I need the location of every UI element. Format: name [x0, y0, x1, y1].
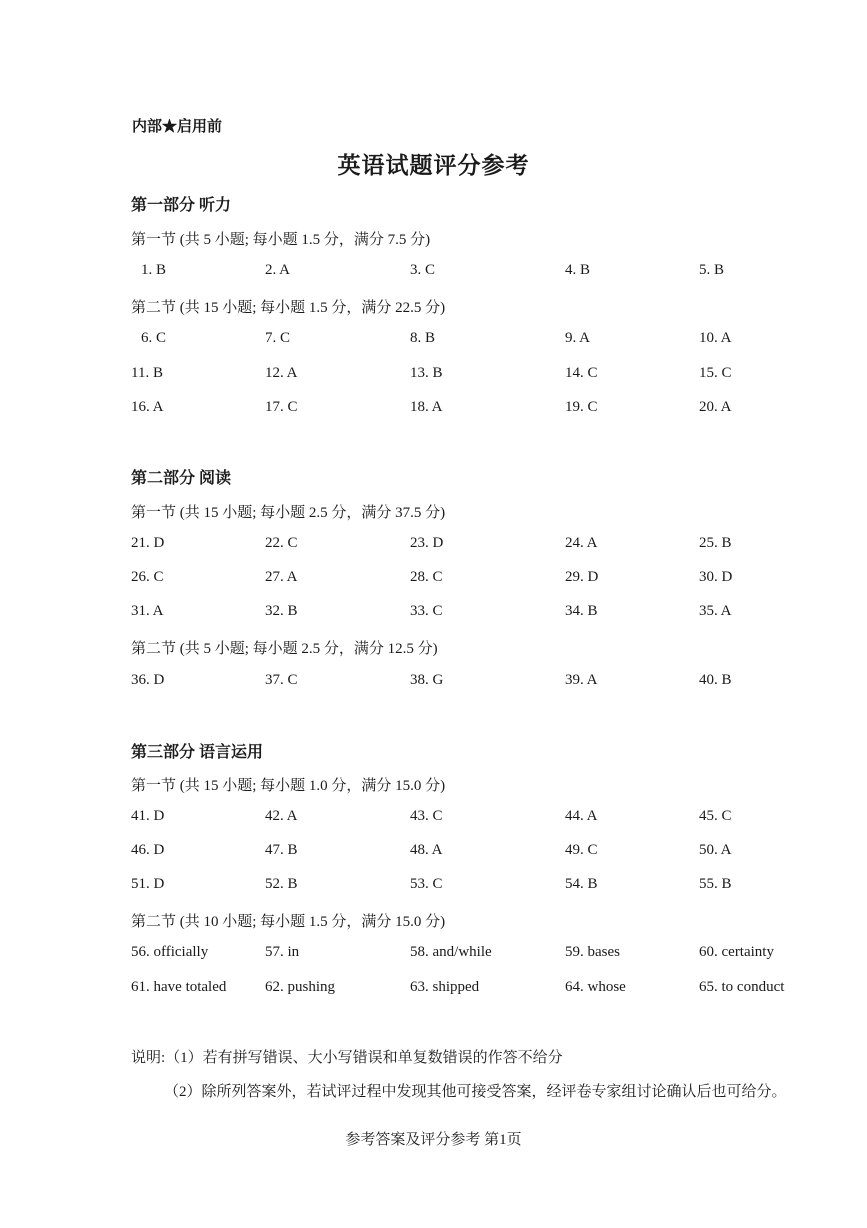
- note-line-1: 说明:（1）若有拼写错误、大小写错误和单复数错误的作答不给分: [131, 1050, 563, 1066]
- part1-section2-heading: 第二节 (共 15 小题; 每小题 1.5 分，满分 22.5 分): [131, 300, 446, 316]
- answer-item: 15. C: [699, 365, 732, 381]
- answer-item: 8. B: [410, 330, 436, 346]
- answer-item: 45. C: [699, 808, 732, 824]
- answer-item: 37. C: [265, 672, 298, 688]
- answer-item: 17. C: [265, 399, 298, 415]
- part1-section1-heading: 第一节 (共 5 小题; 每小题 1.5 分，满分 7.5 分): [131, 232, 431, 248]
- answer-item: 46. D: [131, 842, 165, 858]
- answer-item: 10. A: [699, 330, 732, 346]
- answer-item: 42. A: [265, 808, 298, 824]
- part2-section1-heading: 第一节 (共 15 小题; 每小题 2.5 分，满分 37.5 分): [131, 505, 446, 521]
- answer-item: 47. B: [265, 842, 298, 858]
- answer-item: 64. whose: [565, 979, 626, 995]
- note-line-2: （2）除所列答案外，若试评过程中发现其他可接受答案，经评卷专家组讨论确认后也可给分。: [164, 1084, 787, 1100]
- answer-item: 7. C: [265, 330, 291, 346]
- part3-section1-heading: 第一节 (共 15 小题; 每小题 1.0 分，满分 15.0 分): [131, 778, 446, 794]
- answer-item: 56. officially: [131, 944, 209, 960]
- answer-item: 55. B: [699, 876, 732, 892]
- answer-item: 25. B: [699, 535, 732, 551]
- answer-item: 27. A: [265, 569, 298, 585]
- answer-item: 16. A: [131, 399, 164, 415]
- answer-item: 44. A: [565, 808, 598, 824]
- answer-item: 19. C: [565, 399, 598, 415]
- answer-item: 3. C: [410, 262, 436, 278]
- part2-title: 第二部分 阅读: [131, 470, 232, 487]
- answer-item: 28. C: [410, 569, 443, 585]
- page-title: 英语试题评分参考: [337, 153, 530, 178]
- answer-item: 2. A: [265, 262, 291, 278]
- answer-item: 50. A: [699, 842, 732, 858]
- answer-item: 1. B: [141, 262, 167, 278]
- confidential-tag: 内部★启用前: [132, 119, 223, 135]
- answer-item: 33. C: [410, 603, 443, 619]
- answer-item: 41. D: [131, 808, 165, 824]
- answer-item: 9. A: [565, 330, 591, 346]
- part1-title: 第一部分 听力: [131, 197, 232, 214]
- answer-item: 52. B: [265, 876, 298, 892]
- answer-item: 18. A: [410, 399, 443, 415]
- answer-item: 51. D: [131, 876, 165, 892]
- answer-item: 31. A: [131, 603, 164, 619]
- answer-item: 60. certainty: [699, 944, 774, 960]
- answer-item: 5. B: [699, 262, 725, 278]
- answer-item: 36. D: [131, 672, 165, 688]
- answer-item: 22. C: [265, 535, 298, 551]
- answer-item: 61. have totaled: [131, 979, 227, 995]
- answer-item: 23. D: [410, 535, 444, 551]
- answer-item: 38. G: [410, 672, 444, 688]
- answer-item: 6. C: [141, 330, 167, 346]
- answer-item: 14. C: [565, 365, 598, 381]
- answer-item: 59. bases: [565, 944, 620, 960]
- answer-item: 32. B: [265, 603, 298, 619]
- answer-item: 57. in: [265, 944, 300, 960]
- answer-item: 24. A: [565, 535, 598, 551]
- answer-item: 35. A: [699, 603, 732, 619]
- answer-item: 48. A: [410, 842, 443, 858]
- answer-item: 11. B: [131, 365, 163, 381]
- answer-item: 53. C: [410, 876, 443, 892]
- answer-item: 12. A: [265, 365, 298, 381]
- answer-item: 43. C: [410, 808, 443, 824]
- part3-section2-heading: 第二节 (共 10 小题; 每小题 1.5 分，满分 15.0 分): [131, 914, 446, 930]
- answer-item: 63. shipped: [410, 979, 480, 995]
- answer-item: 58. and/while: [410, 944, 492, 960]
- answer-item: 29. D: [565, 569, 599, 585]
- answer-item: 39. A: [565, 672, 598, 688]
- answer-item: 65. to conduct: [699, 979, 785, 995]
- answer-item: 26. C: [131, 569, 164, 585]
- answer-item: 30. D: [699, 569, 733, 585]
- part3-title: 第三部分 语言运用: [131, 744, 264, 761]
- answer-item: 34. B: [565, 603, 598, 619]
- answer-item: 62. pushing: [265, 979, 336, 995]
- answer-item: 40. B: [699, 672, 732, 688]
- page-footer: 参考答案及评分参考 第1页: [345, 1132, 522, 1148]
- answer-item: 20. A: [699, 399, 732, 415]
- part2-section2-heading: 第二节 (共 5 小题; 每小题 2.5 分，满分 12.5 分): [131, 641, 438, 657]
- answer-item: 21. D: [131, 535, 165, 551]
- answer-item: 49. C: [565, 842, 598, 858]
- answer-item: 4. B: [565, 262, 591, 278]
- answer-item: 13. B: [410, 365, 443, 381]
- answer-item: 54. B: [565, 876, 598, 892]
